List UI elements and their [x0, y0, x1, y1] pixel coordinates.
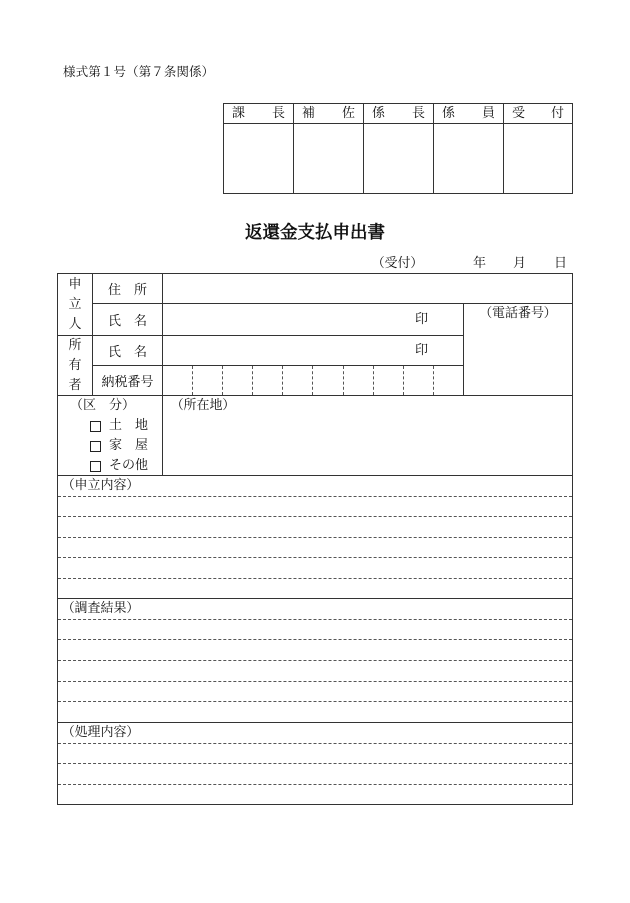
petition-label: （申立内容） [68, 477, 134, 493]
owner-name-field[interactable] [162, 335, 464, 366]
reception-month-label: 月 [513, 256, 527, 271]
processing-line[interactable] [58, 785, 572, 805]
tax-number-digit-box[interactable] [404, 366, 434, 395]
tax-number-digit-box[interactable] [313, 366, 343, 395]
processing-label: （処理内容） [68, 724, 134, 740]
approval-header-assistant-chief: 補 佐 [293, 103, 364, 124]
petition-line[interactable] [58, 476, 572, 497]
petition-line[interactable] [58, 497, 572, 518]
land-option-label: 土 地 [109, 418, 149, 433]
approval-header-subsection-chief: 係 長 [363, 103, 434, 124]
address-field[interactable] [162, 273, 573, 304]
phone-number-cell[interactable] [463, 303, 573, 396]
tax-number-digit-box[interactable] [283, 366, 313, 395]
petition-line[interactable] [58, 579, 572, 599]
land-checkbox[interactable] [90, 421, 101, 432]
processing-line[interactable] [58, 723, 572, 744]
approval-stamp-box-section-chief[interactable] [223, 123, 294, 194]
reception-day-label: 日 [554, 256, 568, 271]
approval-header-staff: 係 員 [433, 103, 504, 124]
category-option-land[interactable] [58, 416, 162, 436]
document-title: 返還金支払申出書 [245, 223, 385, 243]
location-field[interactable] [162, 395, 573, 476]
petition-section [57, 475, 573, 599]
other-option-label: その他 [109, 458, 149, 473]
other-checkbox[interactable] [90, 461, 101, 472]
tax-number-digit-box[interactable] [434, 366, 463, 395]
category-label: （区 分） [70, 398, 136, 413]
petition-line[interactable] [58, 558, 572, 579]
owner-group-cell [57, 335, 93, 396]
investigation-line[interactable] [58, 661, 572, 682]
category-option-house[interactable] [58, 436, 162, 456]
processing-line[interactable] [58, 744, 572, 765]
category-option-other[interactable] [58, 456, 162, 476]
house-option-label: 家 屋 [109, 438, 149, 453]
tax-number-label-cell [92, 365, 163, 396]
tax-number-digit-box[interactable] [193, 366, 223, 395]
investigation-section [57, 598, 573, 723]
petition-line[interactable] [58, 517, 572, 538]
tax-number-digit-box[interactable] [253, 366, 283, 395]
applicant-group-cell [57, 273, 93, 336]
processing-line[interactable] [58, 764, 572, 785]
investigation-line[interactable] [58, 620, 572, 641]
form-number: 様式第１号（第７条関係） [63, 64, 215, 79]
address-label-cell [92, 273, 163, 304]
owner-name-label-cell [92, 335, 163, 366]
approval-header-reception: 受 付 [503, 103, 573, 124]
applicant-name-label: 氏 名 [107, 314, 147, 329]
address-label: 住 所 [107, 283, 147, 298]
investigation-line[interactable] [58, 682, 572, 703]
reception-label: （受付） [378, 256, 418, 271]
applicant-name-label-cell [92, 303, 163, 336]
approval-stamp-box-subsection-chief[interactable] [363, 123, 434, 194]
house-checkbox[interactable] [90, 441, 101, 452]
processing-section [57, 722, 573, 805]
owner-name-label: 氏 名 [107, 345, 147, 360]
phone-number-label: （電話番号） [485, 306, 551, 321]
approval-stamp-box-reception[interactable] [503, 123, 573, 194]
reception-date[interactable] [378, 256, 572, 272]
approval-stamp-box-staff[interactable] [433, 123, 504, 194]
category-cell [57, 395, 163, 476]
approval-stamp-box-assistant-chief[interactable] [293, 123, 364, 194]
investigation-line[interactable] [58, 599, 572, 620]
applicant-name-field[interactable] [162, 303, 464, 336]
approval-stamp-table [223, 103, 573, 194]
investigation-line[interactable] [58, 640, 572, 661]
owner-group-label: 所有者 [68, 337, 82, 393]
location-label: （所在地） [177, 398, 230, 413]
applicant-group-label: 申立人 [68, 276, 82, 332]
investigation-label: （調査結果） [68, 600, 134, 616]
tax-number-field [162, 365, 464, 396]
tax-number-digit-box[interactable] [344, 366, 374, 395]
application-form-table [57, 273, 573, 805]
tax-number-digit-box[interactable] [374, 366, 404, 395]
petition-line[interactable] [58, 538, 572, 559]
owner-seal-mark: 印 [414, 342, 428, 358]
investigation-line[interactable] [58, 702, 572, 722]
tax-number-label: 納税番号 [101, 375, 154, 390]
tax-number-digit-box[interactable] [163, 366, 193, 395]
approval-header-section-chief: 課 長 [223, 103, 294, 124]
applicant-seal-mark: 印 [414, 311, 428, 327]
reception-year-label: 年 [473, 256, 487, 271]
tax-number-digit-box[interactable] [223, 366, 253, 395]
